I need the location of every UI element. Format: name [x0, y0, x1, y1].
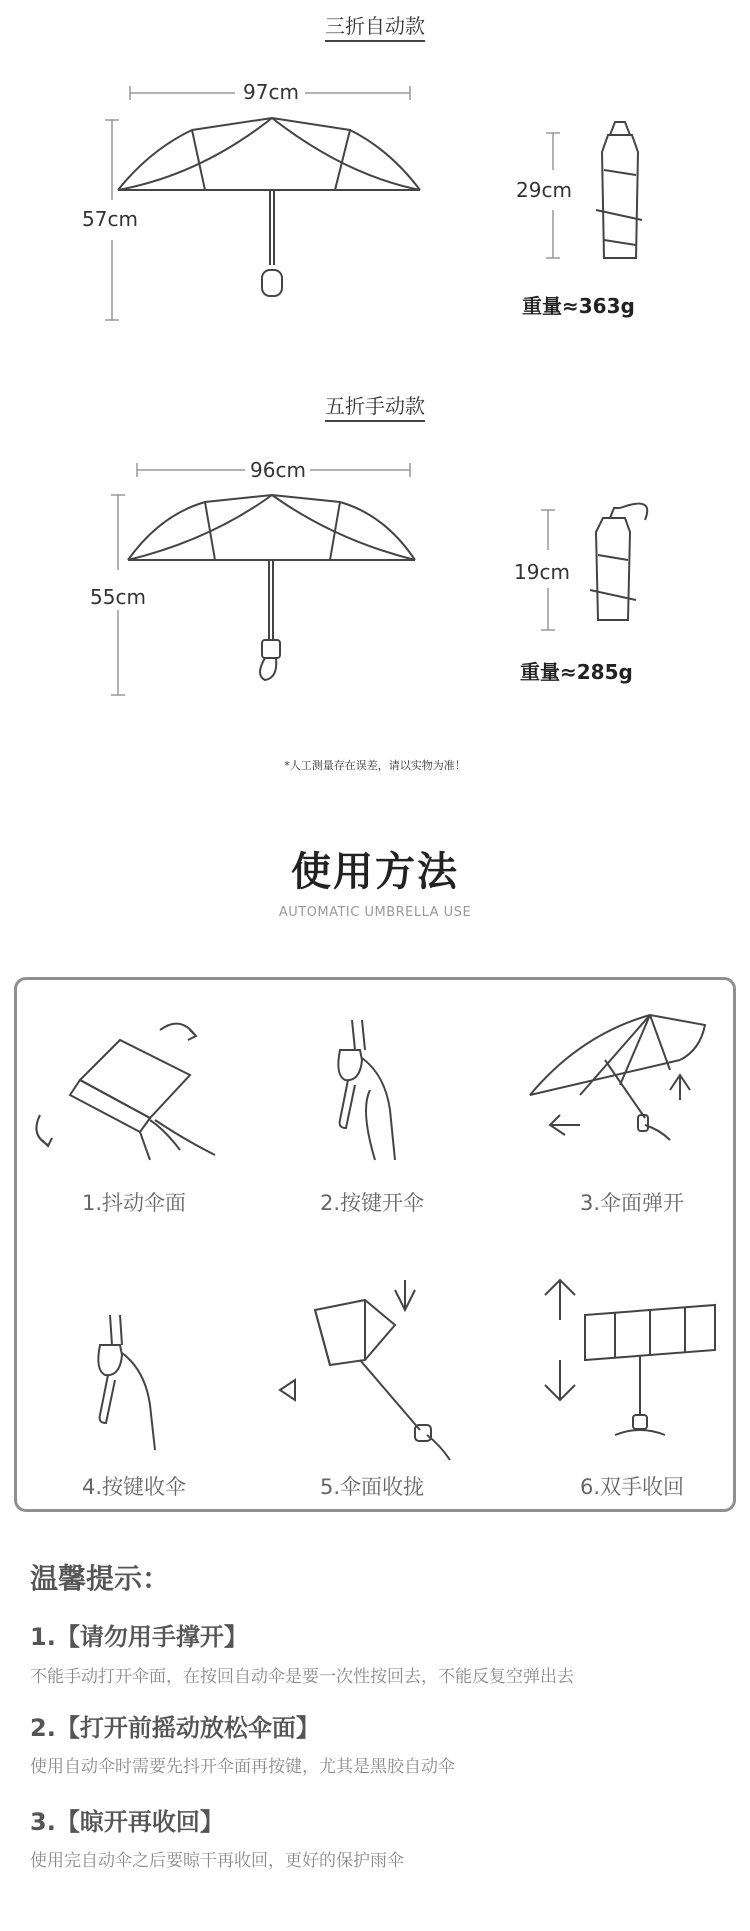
- press-button-icon: [300, 1000, 460, 1170]
- spec2-width: 96cm: [250, 458, 306, 482]
- step-3-label: 3.伞面弹开: [580, 1191, 685, 1215]
- tip-1-body: 不能手动打开伞面，在按回自动伞是要一次性按回去，不能反复空弹出去: [30, 1667, 574, 1687]
- spec2-weight: 重量≈285g: [520, 660, 633, 684]
- step-5-label: 5.伞面收拢: [320, 1475, 425, 1499]
- step-2-label: 2.按键开伞: [320, 1191, 425, 1215]
- tips-title: 温馨提示：: [30, 1562, 171, 1595]
- press-close-icon: [70, 1305, 210, 1455]
- tip-3-heading: 3.【晾开再收回】: [30, 1808, 224, 1836]
- step-6-label: 6.双手收回: [580, 1475, 685, 1499]
- tip-1-heading: 1.【请勿用手撑开】: [30, 1623, 248, 1651]
- usage-subtitle: AUTOMATIC UMBRELLA USE: [278, 905, 472, 920]
- umbrella-open-diagram-1: [0, 0, 750, 340]
- spec2-height: 55cm: [90, 585, 146, 609]
- tip-2-heading: 2.【打开前摇动放松伞面】: [30, 1714, 320, 1742]
- umbrella-open-diagram-2: [0, 440, 750, 720]
- spec2-title: 五折手动款: [0, 390, 750, 419]
- tip-3-body: 使用完自动伞之后要晾干再收回，更好的保护雨伞: [30, 1851, 404, 1871]
- spec1-width: 97cm: [243, 80, 299, 104]
- umbrella-open-icon: [520, 1000, 720, 1170]
- step-4-label: 4.按键收伞: [82, 1475, 187, 1499]
- spec1-height: 57cm: [82, 207, 138, 231]
- step-1-label: 1.抖动伞面: [82, 1191, 187, 1215]
- spec1-weight: 重量≈363g: [522, 294, 635, 318]
- shake-umbrella-icon: [30, 1000, 230, 1170]
- spec2-folded-length: 19cm: [514, 560, 570, 584]
- spec1-title: 三折自动款: [0, 10, 750, 39]
- spec1-folded-length: 29cm: [516, 178, 572, 202]
- umbrella-collapse-icon: [255, 1270, 465, 1460]
- measurement-note: *人工测量存在误差，请以实物为准！: [284, 759, 466, 772]
- tip-2-body: 使用自动伞时需要先抖开伞面再按键，尤其是黑胶自动伞: [30, 1757, 455, 1777]
- two-hands-close-icon: [530, 1275, 720, 1455]
- usage-title: 使用方法: [291, 849, 459, 895]
